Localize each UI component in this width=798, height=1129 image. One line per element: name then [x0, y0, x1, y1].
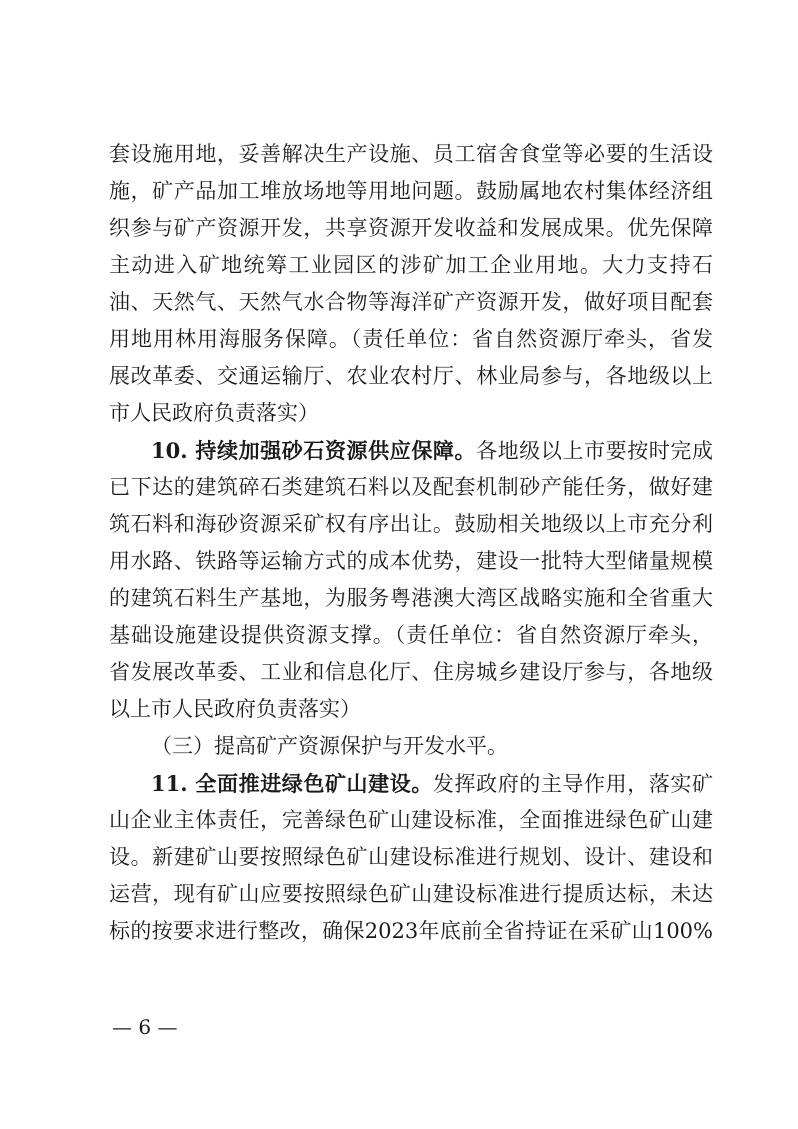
paragraph-line: 山企业主体责任，完善绿色矿山建设标准，全面推进绿色矿山建	[109, 808, 713, 832]
paragraph-line: 油、天然气、天然气水合物等海洋矿产资源开发，做好项目配套	[109, 290, 713, 314]
paragraph-line: 已下达的建筑碎石类建筑石料以及配套机制砂产能任务，做好建	[109, 475, 713, 499]
paragraph-line: 设。新建矿山要按照绿色矿山建设标准进行规划、设计、建设和	[109, 845, 713, 869]
paragraph-line: 用水路、铁路等运输方式的成本优势，建设一批特大型储量规模	[109, 549, 713, 573]
paragraph-line: 主动进入矿地统筹工业园区的涉矿加工企业用地。大力支持石	[109, 253, 713, 277]
paragraph-line: 筑石料和海砂资源采矿权有序出让。鼓励相关地级以上市充分利	[109, 512, 713, 536]
item-10-first-line	[109, 432, 713, 469]
paragraph-line: 套设施用地，妥善解决生产设施、员工宿舍食堂等必要的生活设	[109, 142, 713, 166]
page-number: — 6 —	[112, 1015, 178, 1039]
section-heading: （三）提高矿产资源保护与开发水平。	[151, 734, 508, 758]
item-10-heading: 10. 持续加强砂石资源供应保障。	[151, 438, 477, 463]
paragraph-line: 基础设施建设提供资源支撑。（责任单位：省自然资源厅牵头，	[109, 623, 713, 647]
paragraph-line: 运营，现有矿山应要按照绿色矿山建设标准进行提质达标，未达	[109, 882, 713, 906]
item-10-text: 各地级以上市要按时完成	[476, 439, 713, 463]
paragraph-line: 织参与矿产资源开发，共享资源开发收益和发展成果。优先保障	[109, 216, 713, 240]
item-11-heading: 11. 全面推进绿色矿山建设。	[151, 771, 433, 796]
paragraph-line: 展改革委、交通运输厅、农业农村厅、林业局参与，各地级以上	[109, 364, 713, 388]
item-11-text: 发挥政府的主导作用，落实矿	[432, 772, 713, 796]
paragraph-line: 省发展改革委、工业和信息化厅、住房城乡建设厅参与，各地级	[109, 660, 713, 684]
paragraph-line: 以上市人民政府负责落实）	[109, 697, 361, 721]
paragraph-line: 施，矿产品加工堆放场地等用地问题。鼓励属地农村集体经济组	[109, 179, 713, 203]
paragraph-line: 用地用林用海服务保障。（责任单位：省自然资源厅牵头，省发	[109, 327, 713, 351]
paragraph-line: 标的按要求进行整改，确保2023年底前全省持证在采矿山100%	[109, 919, 713, 943]
body-text	[109, 136, 713, 950]
paragraph-line: 的建筑石料生产基地，为服务粤港澳大湾区战略实施和全省重大	[109, 586, 713, 610]
item-11-first-line	[109, 765, 713, 802]
paragraph-line: 市人民政府负责落实）	[109, 401, 319, 425]
